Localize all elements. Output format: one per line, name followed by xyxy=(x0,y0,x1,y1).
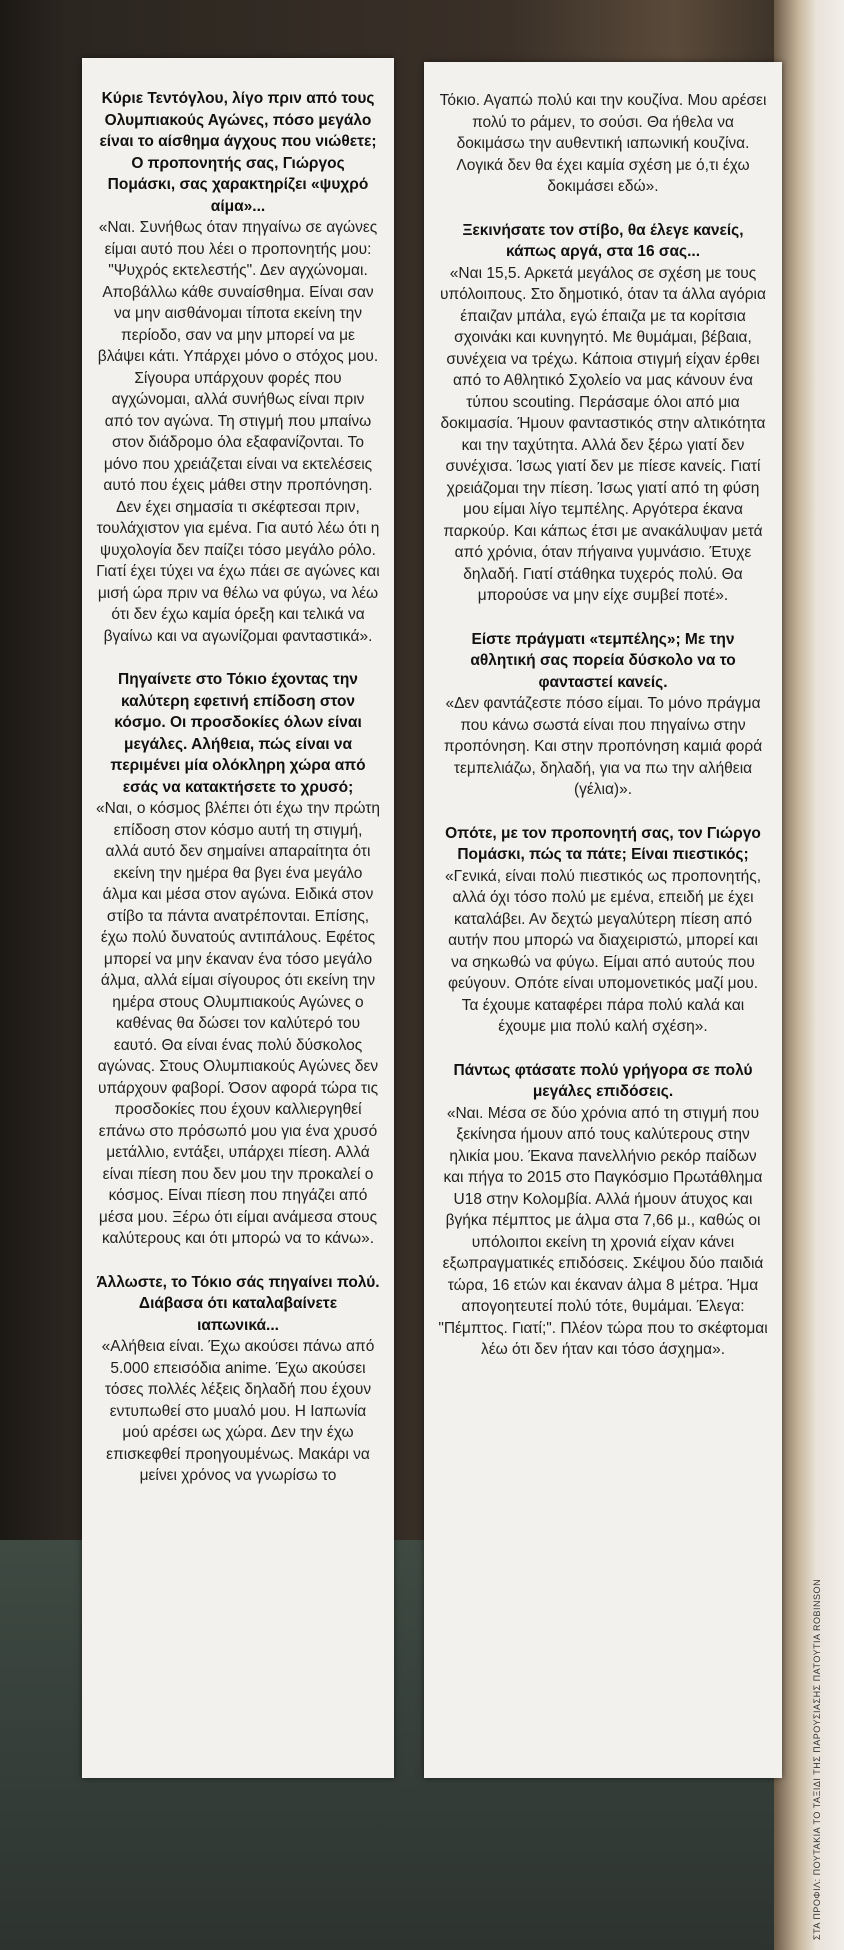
page-edge xyxy=(774,0,844,1950)
qa-block-3 xyxy=(96,1272,380,1487)
interview-question: Οπότε, με τον προπονητή σας, τον Γιώργο Πομάσκι, πώς τα πάτε; Είναι πιεστικός; xyxy=(445,824,761,863)
qa-block-6 xyxy=(438,823,768,1038)
interview-question: Κύριε Τεντόγλου, λίγο πριν από τους Ολυμπιακούς Αγώνες, πόσο μεγάλο είναι το αίσθημα άγχους που νιώθετε; Ο προπονητής σας, Γιώργος Πομάσκι, σας χαρακτηρίζει «ψυχρό αίμα»... xyxy=(99,90,377,215)
article-column-right xyxy=(424,62,782,1778)
qa-block-continued xyxy=(438,90,768,198)
interview-answer: «Γενικά, είναι πολύ πιεστικός ως προπονητής, αλλά όχι τόσο πολύ με εμένα, επειδή με έχει καταλάβει. Αν δεχτώ μεγαλύτερη πίεση από αυτήν που μπορώ να διαχειριστώ, μπορεί και να σηκωθώ να φύγω. Είμαι από αυτούς που φεύγουν. Οπότε είναι υπομονετικός μαζί μου. Τα έχουμε καταφέρει πάρα πολύ καλά και έχουμε μια πολύ καλή σχέση». xyxy=(444,867,762,1035)
interview-answer: «Ναι. Μέσα σε δύο χρόνια από τη στιγμή που ξεκίνησα ήμουν από τους καλύτερους στην ηλικία μου. Έκανα πανελλήνιο ρεκόρ παίδων και πήγα το 2015 στο Παγκόσμιο Πρωτάθλημα U18 στην Κολομβία. Αλλά ήμουν άτυχος και βγήκα πέμπτος με άλμα στα 7,66 μ., καθώς οι υπόλοιποι εκείνη τη χρονιά είχαν κάνει εξωπραγματικές επιδόσεις. Σκέψου δύο παιδιά τώρα, 16 ετών και έκαναν άλμα 8 μέτρα. Ήμα απογοητευτεί πολύ τότε, θυμάμαι. Έλεγα: "Πέμπτος. Γιατί;". Πλέον τώρα που το σκέφτομαι λέω ότι δεν ήταν και τόσο άσχημα». xyxy=(438,1104,768,1358)
interview-answer: «Ναι 15,5. Αρκετά μεγάλος σε σχέση με τους υπόλοιπους. Στο δημοτικό, όταν τα άλλα αγόρια έπαιζαν μπάλα, εγώ έπαιζα με τα κορίτσια σχοινάκι και κυνηγητό. Με θυμάμαι, βέβαια, συνέχεια να τρέχω. Κάποια στιγμή είχαν έρθει από το Αθλητικό Σχολείο να μας κάνουν ένα τύπου scouting. Περάσαμε όλοι από μια δοκιμασία. Ήμουν φανταστικός στην αλτικότητα και την ταχύτητα. Αλλά δεν ξέρω γιατί δεν συνέχισα. Ίσως γιατί δεν με πίεσε κανείς. Γιατί χρειάζομαι την πίεση. Ίσως γιατί από τη φύση μου είμαι λίγο τεμπέλης. Αργότερα έκανα παρκούρ. Και κάπως έτσι με ανακάλυψαν μετά από χρόνια, όταν πήγαινα γυμνάσιο. Έτυχε δηλαδή. Γιατί στάθηκα τυχερός πολύ. Θα μπορούσε να μην είχε συμβεί ποτέ». xyxy=(440,264,766,604)
interview-answer: «Ναι. Συνήθως όταν πηγαίνω σε αγώνες είμαι αυτό που λέει ο προπονητής μου: "Ψυχρός εκτελεστής". Δεν αγχώνομαι. Αποβάλλω κάθε συναίσθημα. Είναι σαν να μην αισθάνομαι τίποτα εκείνη την περίοδο, σαν να μην μπορεί να με βλάψει κάτι. Υπάρχει μόνο ο στόχος μου. Σίγουρα υπάρχουν φορές που αγχώνομαι, αλλά συνήθως είναι πριν από τον αγώνα. Τη στιγμή που μπαίνω στον διάδρομο όλα εξαφανίζονται. Το μόνο που χρειάζεται είναι να εκτελέσεις αυτό που έχεις μάθει στην προπόνηση. Δεν έχει σημασία τι σκέφτεσαι πριν, τουλάχιστον για εμένα. Για αυτό λέω ότι η ψυχολογία δεν παίζει τόσο μεγάλο ρόλο. Γιατί έχει τύχει να έχω πάει σε αγώνες και μισή ώρα πριν να θέλω να φύγω, να λέω ότι δεν έχω καμία όρεξη και τελικά να βγαίνω και να αγωνίζομαι φανταστικά». xyxy=(96,219,380,645)
interview-answer: «Ναι, ο κόσμος βλέπει ότι έχω την πρώτη επίδοση στον κόσμο αυτή τη στιγμή, αλλά αυτό δεν σημαίνει απαραίτητα ότι εκείνη την ημέρα θα βγει ένα μεγάλο άλμα και μέσα στον αγώνα. Ειδικά στον στίβο τα πάντα ανατρέπονται. Επίσης, έχω πολύ δυνατούς αντιπάλους. Εφέτος μπορεί να μην έκαναν ένα τόσο μεγάλο άλμα, αλλά είμαι σίγουρος ότι εκείνη την ημέρα στους Ολυμπιακούς Αγώνες ο καθένας θα δώσει τον καλύτερό του εαυτό. Θα είναι ένας πολύ δύσκολος αγώνας. Στους Ολυμπιακούς Αγώνες δεν υπάρχουν φαβορί. Όσον αφορά τώρα τις προσδοκίες που έχουν καλλιεργηθεί επάνω στο πρόσωπό μου για ένα χρυσό μετάλλιο, εντάξει, υπάρχει πίεση. Αλλά είναι πίεση που δεν μου την προκαλεί ο κόσμος. Είναι πίεση που πηγάζει από μέσα μου. Ξέρω ότι είμαι ανάμεσα στους καλύτερους και ότι μπορώ να το κάνω». xyxy=(96,800,381,1247)
interview-question: Πηγαίνετε στο Τόκιο έχοντας την καλύτερη εφετινή επίδοση στον κόσμο. Οι προσδοκίες όλων είναι μεγάλες. Αλήθεια, πώς είναι να περιμένει μία ολόκληρη χώρα από εσάς να κατακτήσετε το χρυσό; xyxy=(110,671,366,796)
interview-question: Πάντως φτάσατε πολύ γρήγορα σε πολύ μεγάλες επιδόσεις. xyxy=(453,1061,753,1100)
qa-block-1 xyxy=(96,88,380,647)
interview-question: Ξεκινήσατε τον στίβο, θα έλεγε κανείς, κάπως αργά, στα 16 σας... xyxy=(462,221,744,260)
article-column-left xyxy=(82,58,394,1778)
qa-block-4 xyxy=(438,220,768,607)
interview-answer: «Αλήθεια είναι. Έχω ακούσει πάνω από 5.000 επεισόδια anime. Έχω ακούσει τόσες πολλές λέξεις δηλαδή που έχουν εντυπωθεί στο μυαλό μου. Η Ιαπωνία μού αρέσει ως χώρα. Δεν την έχω επισκεφθεί προηγουμένως. Μακάρι να μείνει χρόνος να γνωρίσω το xyxy=(101,1338,375,1484)
interview-answer: Τόκιο. Αγαπώ πολύ και την κουζίνα. Μου αρέσει πολύ το ράμεν, το σούσι. Θα ήθελα να δοκιμάσω την αυθεντική ιαπωνική κουζίνα. Λογικά δεν θα έχει καμία σχέση με ό,τι έχω δοκιμάσει εδώ». xyxy=(439,92,767,195)
photo-credit: ΣΤΑ ΠΡΟΦΙΛ: ΠΟΥΤΑΚΙΑ ΤΟ ΤΑΞΙΔΙ ΤΗΣ ΠΑΡΟΥΣΙΑΣΗΣ ΠΑΤΟΥΤΙΑ ROBINSON xyxy=(812,1578,822,1940)
interview-answer: «Δεν φαντάζεστε πόσο είμαι. Το μόνο πράγμα που κάνω σωστά είναι που πηγαίνω στην προπόνηση. Και στην προπόνηση καμιά φορά τεμπελιάζω, δηλαδή, για να πω την αλήθεια (γέλια)». xyxy=(443,695,763,798)
qa-block-5 xyxy=(438,629,768,801)
qa-block-7 xyxy=(438,1060,768,1361)
interview-question: Είστε πράγματι «τεμπέλης»; Με την αθλητική σας πορεία δύσκολο να το φανταστεί κανείς. xyxy=(470,630,736,691)
qa-block-2 xyxy=(96,669,380,1250)
interview-question: Άλλωστε, το Τόκιο σάς πηγαίνει πολύ. Διάβασα ότι καταλαβαίνετε ιαπωνικά... xyxy=(96,1273,380,1334)
